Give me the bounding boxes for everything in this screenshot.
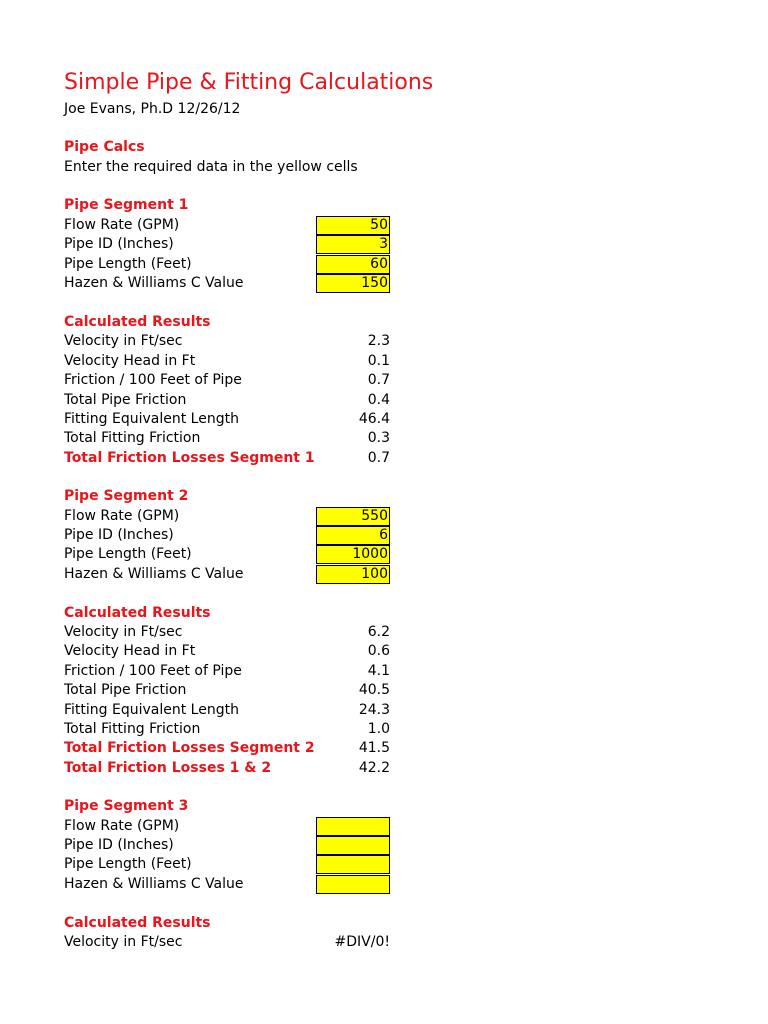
segment3-results-heading: Calculated Results <box>64 915 211 931</box>
instruction-text: Enter the required data in the yellow cells <box>64 159 358 175</box>
segment1-pipe-length-input[interactable]: 60 <box>316 255 390 274</box>
segment3-flow-rate-row: Flow Rate (GPM) <box>64 817 392 836</box>
segment1-friction-100-row: Friction / 100 Feet of Pipe 0.7 <box>64 371 392 390</box>
segment1-hazen-input[interactable]: 150 <box>316 274 390 293</box>
segment1-flow-rate-input[interactable]: 50 <box>316 216 390 235</box>
segment2-pipe-id-row: Pipe ID (Inches) 6 <box>64 526 392 545</box>
segment2-pipe-id-input[interactable]: 6 <box>316 526 390 545</box>
segment2-velocity-row: Velocity in Ft/sec 6.2 <box>64 623 392 642</box>
segment1-pipe-length-row: Pipe Length (Feet) 60 <box>64 255 392 274</box>
segment2-fitting-equiv-row: Fitting Equivalent Length 24.3 <box>64 701 392 720</box>
segment3-pipe-id-input[interactable] <box>316 836 390 855</box>
segment1-total-fitting-friction-row: Total Fitting Friction 0.3 <box>64 429 392 448</box>
segment3-hazen-row: Hazen & Williams C Value <box>64 875 392 894</box>
pipe-calcs-heading: Pipe Calcs <box>64 139 145 155</box>
segment2-results-heading: Calculated Results <box>64 605 211 621</box>
segment2-velocity-head-value: 0.6 <box>367 643 390 659</box>
combined-total-value: 42.2 <box>358 760 390 776</box>
segment2-total-fitting-friction-value: 1.0 <box>367 721 390 737</box>
segment1-fitting-equiv-value: 46.4 <box>358 411 390 427</box>
segment3-velocity-row: Velocity in Ft/sec #DIV/0! <box>64 933 392 952</box>
segment1-hazen-row: Hazen & Williams C Value 150 <box>64 274 392 293</box>
segment2-total-value: 41.5 <box>358 740 390 756</box>
segment1-total-pipe-friction-value: 0.4 <box>367 392 390 408</box>
segment1-results-heading: Calculated Results <box>64 314 211 330</box>
segment3-pipe-length-row: Pipe Length (Feet) <box>64 855 392 874</box>
segment1-pipe-id-input[interactable]: 3 <box>316 235 390 254</box>
segment3-hazen-input[interactable] <box>316 875 390 894</box>
segment2-velocity-value: 6.2 <box>367 624 390 640</box>
segment2-total-pipe-friction-row: Total Pipe Friction 40.5 <box>64 681 392 700</box>
segment1-total-fitting-friction-value: 0.3 <box>367 430 390 446</box>
segment2-pipe-length-row: Pipe Length (Feet) 1000 <box>64 545 392 564</box>
segment1-heading: Pipe Segment 1 <box>64 197 189 213</box>
segment3-pipe-id-row: Pipe ID (Inches) <box>64 836 392 855</box>
segment2-total-fitting-friction-row: Total Fitting Friction 1.0 <box>64 720 392 739</box>
segment1-velocity-value: 2.3 <box>367 333 390 349</box>
segment1-pipe-id-row: Pipe ID (Inches) 3 <box>64 235 392 254</box>
segment2-flow-rate-row: Flow Rate (GPM) 550 <box>64 507 392 526</box>
segment2-fitting-equiv-value: 24.3 <box>358 702 390 718</box>
segment1-velocity-head-row: Velocity Head in Ft 0.1 <box>64 352 392 371</box>
segment1-velocity-head-value: 0.1 <box>367 353 390 369</box>
segment2-flow-rate-input[interactable]: 550 <box>316 507 390 526</box>
segment3-flow-rate-input[interactable] <box>316 817 390 836</box>
segment2-total-pipe-friction-value: 40.5 <box>358 682 390 698</box>
segment3-pipe-length-input[interactable] <box>316 855 390 874</box>
segment2-velocity-head-row: Velocity Head in Ft 0.6 <box>64 642 392 661</box>
segment2-friction-100-row: Friction / 100 Feet of Pipe 4.1 <box>64 662 392 681</box>
segment1-friction-100-value: 0.7 <box>367 372 390 388</box>
segment3-velocity-value: #DIV/0! <box>334 934 390 950</box>
segment3-heading: Pipe Segment 3 <box>64 798 189 814</box>
page-title: Simple Pipe & Fitting Calculations <box>64 70 434 95</box>
segment1-total-row: Total Friction Losses Segment 1 0.7 <box>64 449 392 468</box>
segment2-pipe-length-input[interactable]: 1000 <box>316 545 390 564</box>
segment1-velocity-row: Velocity in Ft/sec 2.3 <box>64 332 392 351</box>
segment2-hazen-row: Hazen & Williams C Value 100 <box>64 565 392 584</box>
segment1-total-value: 0.7 <box>367 450 390 466</box>
segment1-flow-rate-row: Flow Rate (GPM) 50 <box>64 216 392 235</box>
segment2-hazen-input[interactable]: 100 <box>316 565 390 584</box>
segment1-fitting-equiv-row: Fitting Equivalent Length 46.4 <box>64 410 392 429</box>
segment2-heading: Pipe Segment 2 <box>64 488 189 504</box>
segment2-friction-100-value: 4.1 <box>367 663 390 679</box>
segment1-total-pipe-friction-row: Total Pipe Friction 0.4 <box>64 391 392 410</box>
combined-total-row: Total Friction Losses 1 & 2 42.2 <box>64 759 392 778</box>
author-date: Joe Evans, Ph.D 12/26/12 <box>64 101 241 117</box>
segment2-total-row: Total Friction Losses Segment 2 41.5 <box>64 739 392 758</box>
